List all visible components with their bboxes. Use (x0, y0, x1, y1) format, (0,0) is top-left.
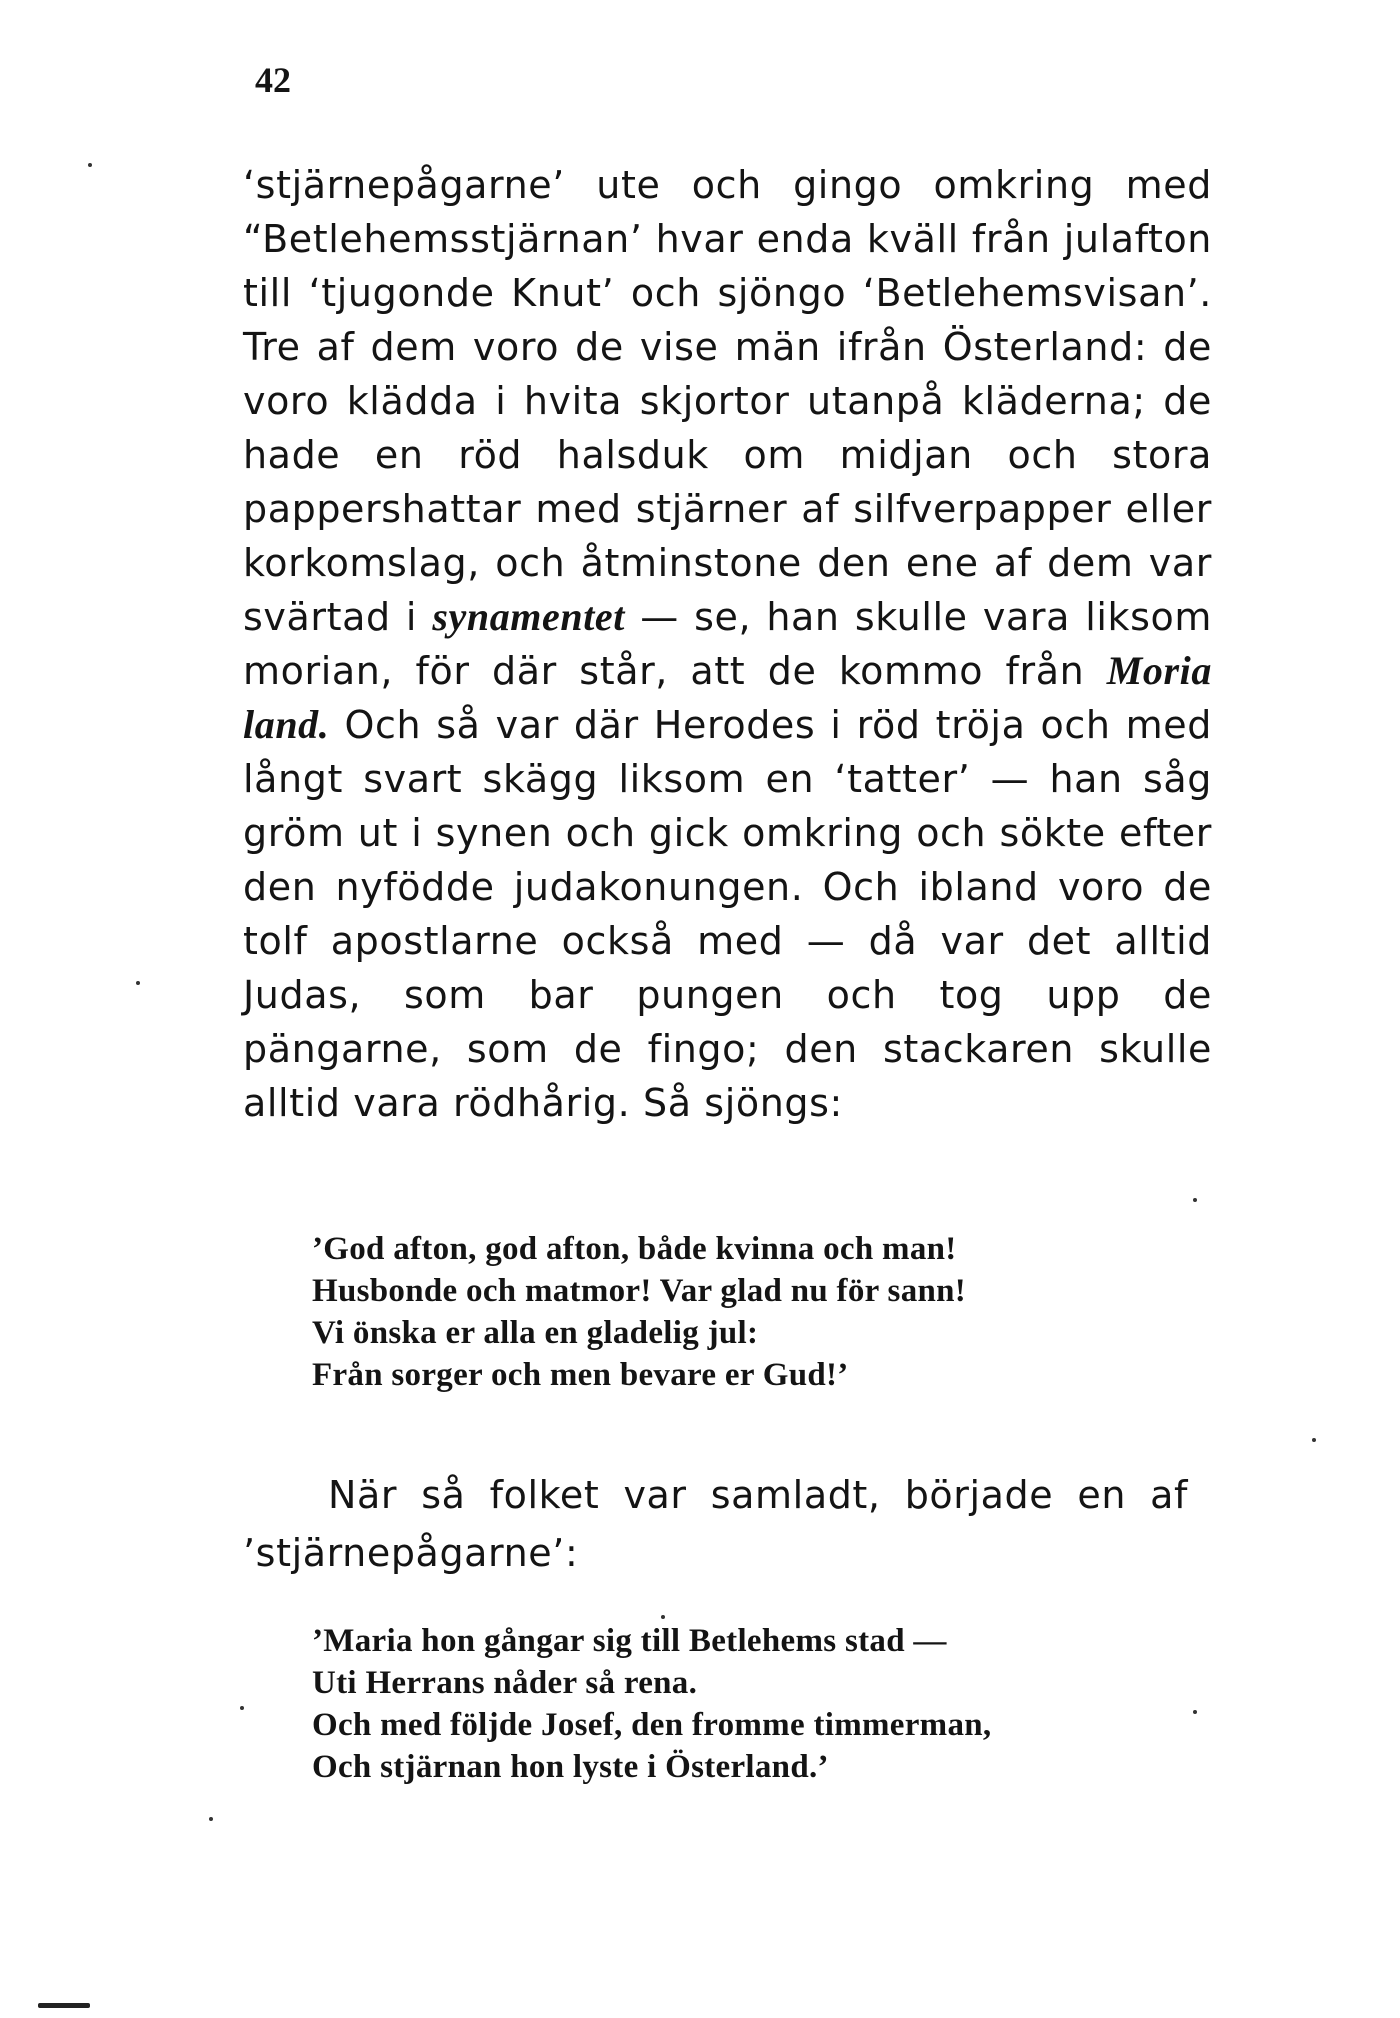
scan-edge-mark (38, 2003, 90, 2008)
italic-phrase-moria-land: Moria land. (243, 648, 1212, 747)
speck (209, 1817, 213, 1821)
body-paragraph (243, 158, 1212, 1130)
speck (1193, 1710, 1197, 1714)
verse-line: Uti Herrans nåder så rena. (312, 1665, 698, 1701)
verse-line: Från sorger och men bevare er Gud!’ (312, 1357, 849, 1393)
speck (1312, 1438, 1316, 1442)
paragraph-text-part-2: — se, han skulle vara liksom morian, för där står, att de kommo från (243, 595, 1212, 693)
speck (661, 1615, 665, 1619)
verse-line: Husbonde och matmor! Var glad nu för sann! (312, 1273, 967, 1309)
verse-line: Och stjärnan hon lyste i Österland.’ (312, 1749, 829, 1785)
speck (88, 163, 92, 167)
speck (136, 981, 140, 985)
paragraph-text-part-3: Och så var där Herodes i röd tröja och med långt svart skägg liksom en ‘tatter’ — han såg gröm ut i synen och gick omkring och sökte efter den nyfödde judakonungen. Och ibland voro de tolf apostlarne också med — då var det alltid Judas, som bar pungen och tog upp de pängarne, som de fingo; den stackaren skulle alltid vara rödhårig. Så sjöngs: (243, 703, 1212, 1125)
speck (1193, 1198, 1197, 1202)
verse-line: Och med följde Josef, den fromme timmerman, (312, 1707, 992, 1743)
paragraph-2-text: När så folket var samladt, började en af ’stjärnepågarne’: (243, 1473, 1188, 1575)
verse-block-2 (312, 1620, 991, 1788)
body-paragraph-2 (243, 1466, 1188, 1582)
verse-line: Vi önska er alla en gladelig jul: (312, 1315, 759, 1351)
verse-line: ’God afton, god afton, både kvinna och man! (312, 1231, 957, 1267)
speck (240, 1706, 244, 1710)
verse-block-1 (312, 1228, 966, 1396)
page-number: 42 (255, 60, 291, 100)
italic-word-synamentet: synamentet (432, 594, 625, 639)
paragraph-text-part-1: ‘stjärnepågarne’ ute och gingo omkring med “Betlehemsstjärnan’ hvar enda kväll från julafton till ‘tjugonde Knut’ och sjöngo ‘Betlehemsvisan’. Tre af dem voro de vise män ifrån Österland: de voro klädda i hvita skjortor utanpå kläderna; de hade en röd halsduk om midjan och stora pappershattar med stjärner af silfverpapper eller korkomslag, och åtminstone den ene af dem var svärtad i (243, 163, 1212, 639)
verse-line: ’Maria hon gångar sig till Betlehems stad — (312, 1623, 947, 1659)
